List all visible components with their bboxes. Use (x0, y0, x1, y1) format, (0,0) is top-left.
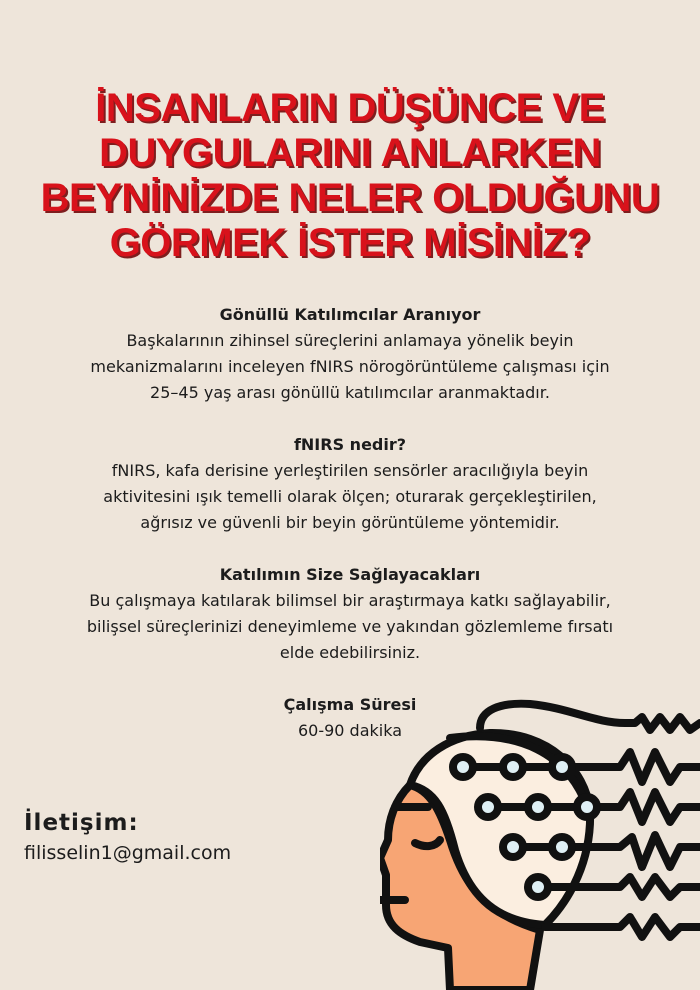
section-heading: Çalışma Süresi (283, 695, 417, 714)
text-line: Başkalarının zihinsel süreçlerini anlamaya yönelik beyin (126, 331, 574, 350)
headline (0, 86, 700, 266)
text-line: bilişsel süreçlerinizi deneyimleme ve yakından gözlemleme fırsatı (86, 617, 614, 636)
section-heading: Katılımın Size Sağlayacakları (219, 565, 481, 584)
text-line: Bu çalışmaya katılarak bilimsel bir araştırmaya katkı sağlayabilir, (89, 591, 611, 610)
section-volunteers (0, 302, 700, 406)
section-heading: fNIRS nedir? (293, 435, 407, 454)
text-line: 60-90 dakika (297, 721, 403, 740)
headline-line: BEYNİNİZDE NELER OLDUĞUNU (40, 176, 660, 220)
text-line: aktivitesini ışık temelli olarak ölçen; oturarak gerçekleştirilen, (103, 487, 597, 506)
text-line: fNIRS, kafa derisine yerleştirilen sensörler aracılığıyla beyin (111, 461, 589, 480)
contact-label: İletişim: (24, 810, 139, 836)
contact-block (24, 810, 231, 864)
section-fnirs (0, 432, 700, 536)
text-line: 25–45 yaş arası gönüllü katılımcılar aranmaktadır. (150, 383, 550, 402)
section-heading: Gönüllü Katılımcılar Aranıyor (219, 305, 481, 324)
headline-line: İNSANLARIN DÜŞÜNCE VE (95, 86, 605, 130)
headline-line: GÖRMEK İSTER MİSİNİZ? (109, 221, 591, 265)
text-line: ağrısız ve güvenli bir beyin görüntüleme yöntemidir. (140, 513, 560, 532)
headline-line: DUYGULARINI ANLARKEN (99, 131, 601, 175)
text-line: elde edebilirsiniz. (279, 643, 421, 662)
section-benefits (0, 562, 700, 666)
contact-email[interactable]: filisselin1@gmail.com (24, 842, 232, 864)
text-line: mekanizmalarını inceleyen fNIRS nörogörüntüleme çalışması için (90, 357, 610, 376)
fnirs-head-illustration (380, 690, 700, 990)
